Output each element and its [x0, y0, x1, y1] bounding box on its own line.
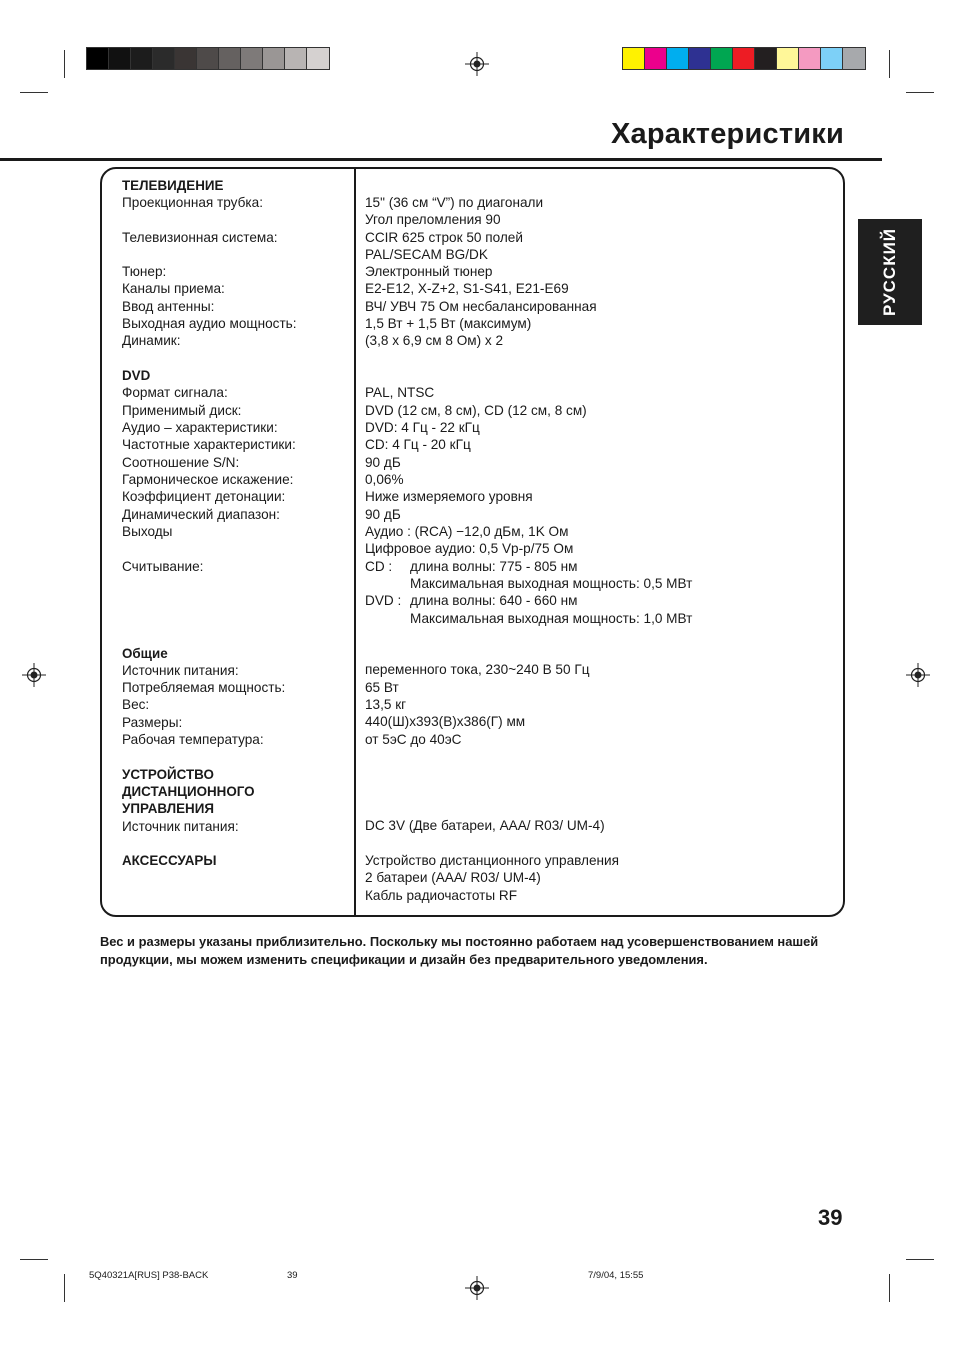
spec-value: ВЧ/ УВЧ 75 Ом несбалансированная: [365, 299, 597, 314]
language-tab: [858, 219, 922, 325]
registration-mark-icon: [906, 663, 930, 687]
spec-value: Аудио : (RCA) −12,0 дБм, 1K Ом: [365, 524, 569, 539]
spec-label: Размеры:: [122, 715, 183, 730]
spec-value: DC 3V (Две батареи, AAA/ R03/ UM-4): [365, 818, 605, 833]
color-swatch: [667, 48, 689, 69]
spec-value: CCIR 625 строк 50 полей: [365, 230, 523, 245]
spec-label: Выходы: [122, 524, 173, 539]
crop-mark: [64, 50, 65, 78]
spec-label: Соотношение S/N:: [122, 455, 240, 470]
crop-mark: [889, 1274, 890, 1302]
spec-value: переменного тока, 230~240 В 50 Гц: [365, 662, 590, 677]
spec-value: PAL, NTSC: [365, 385, 435, 400]
gray-swatch: [87, 48, 109, 69]
gray-swatch: [263, 48, 285, 69]
spec-label: Формат сигнала:: [122, 385, 228, 400]
imprint-file: 5Q40321A[RUS] P38-BACK: [89, 1270, 209, 1281]
spec-label: Телевизионная система:: [122, 230, 278, 245]
spec-value: Максимальная выходная мощность: 1,0 МВт: [410, 611, 693, 626]
spec-value: от 5эС до 40эС: [365, 732, 462, 747]
spec-label: Коэффициент детонации:: [122, 489, 286, 504]
footnote: Вес и размеры указаны приблизительно. Поскольку мы постоянно работаем над усовершенствованием нашей продукции, мы можем изменить спецификации и дизайн без предварительного уведомления.: [100, 934, 819, 967]
section-heading-remote: УПРАВЛЕНИЯ: [122, 801, 214, 816]
language-tab-label: РУССКИЙ: [880, 227, 899, 317]
page-title: Характеристики: [610, 118, 844, 150]
section-heading-tv: ТЕЛЕВИДЕНИЕ: [122, 178, 224, 193]
color-calibration-bar: [622, 47, 866, 70]
accessory-item: Устройство дистанционного управления: [365, 853, 620, 868]
spec-label: Потребляемая мощность:: [122, 680, 286, 695]
spec-label: Применимый диск:: [122, 403, 242, 418]
page-number: 39: [818, 1205, 843, 1230]
spec-value: E2-E12, X-Z+2, S1-S41, E21-E69: [365, 281, 569, 296]
gray-swatch: [219, 48, 241, 69]
spec-value: Электронный тюнер: [365, 264, 493, 279]
gray-swatch: [285, 48, 307, 69]
spec-value: 90 дБ: [365, 455, 401, 470]
color-swatch: [711, 48, 733, 69]
color-swatch: [821, 48, 843, 69]
spec-value: CD: 4 Гц - 20 кГц: [365, 437, 471, 452]
spec-value: 90 дБ: [365, 507, 401, 522]
section-heading-dvd: DVD: [122, 368, 151, 383]
spec-value: 440(Ш)x393(В)x386(Г) мм: [365, 714, 526, 729]
accessory-item: 2 батареи (AAA/ R03/ UM-4): [365, 870, 541, 885]
spec-value: Максимальная выходная мощность: 0,5 МВт: [410, 576, 693, 591]
spec-value: DVD :: [365, 593, 402, 608]
spec-value: Ниже измеряемого уровня: [365, 489, 533, 504]
color-swatch: [777, 48, 799, 69]
spec-label: Каналы приема:: [122, 281, 225, 296]
spec-label: Тюнер:: [122, 264, 167, 279]
spec-value: DVD: 4 Гц - 22 кГц: [365, 420, 480, 435]
crop-mark: [889, 50, 890, 78]
spec-label: Динамический диапазон:: [122, 507, 280, 522]
color-swatch: [755, 48, 777, 69]
spec-label: Гармоническое искажение:: [122, 472, 294, 487]
spec-label: Считывание:: [122, 559, 204, 574]
title-rule: [0, 158, 882, 161]
crop-mark: [64, 1274, 65, 1302]
spec-value: Цифровое аудио: 0,5 Vp-p/75 Ом: [365, 541, 574, 556]
spec-label: Частотные характеристики:: [122, 437, 296, 452]
color-swatch: [843, 48, 865, 69]
gray-swatch: [175, 48, 197, 69]
gray-swatch: [197, 48, 219, 69]
spec-value: длина волны: 775 - 805 нм: [410, 559, 578, 574]
column-divider: [354, 169, 356, 915]
color-swatch: [645, 48, 667, 69]
spec-label: Рабочая температура:: [122, 732, 264, 747]
accessory-item: Кабль радиочастоты RF: [365, 888, 518, 903]
imprint-datetime: 7/9/04, 15:55: [588, 1270, 644, 1281]
color-swatch: [623, 48, 645, 69]
registration-mark-icon: [22, 663, 46, 687]
gray-swatch: [153, 48, 175, 69]
gray-swatch: [131, 48, 153, 69]
crop-mark: [906, 92, 934, 93]
color-swatch: [733, 48, 755, 69]
grayscale-calibration-bar: [86, 47, 330, 70]
crop-mark: [20, 1259, 48, 1260]
spec-label: Источник питания:: [122, 819, 239, 834]
spec-value: PAL/SECAM BG/DK: [365, 247, 488, 262]
crop-mark: [20, 92, 48, 93]
spec-label: Источник питания:: [122, 663, 239, 678]
spec-label: Ввод антенны:: [122, 299, 215, 314]
gray-swatch: [241, 48, 263, 69]
spec-value: 65 Вт: [365, 680, 399, 695]
registration-mark-icon: [465, 1276, 489, 1300]
section-heading-accessories: АКСЕССУАРЫ: [122, 853, 217, 868]
section-heading-remote: ДИСТАНЦИОННОГО: [122, 784, 255, 799]
spec-value: (3,8 x 6,9 см 8 Ом) x 2: [365, 333, 504, 348]
spec-value: 15" (36 см “V”) по диагонали: [365, 195, 544, 210]
spec-value: 13,5 кг: [365, 697, 407, 712]
spec-value: CD :: [365, 559, 393, 574]
registration-mark-icon: [465, 52, 489, 76]
section-heading-remote: УСТРОЙСТВО: [122, 767, 214, 782]
spec-label: Вес:: [122, 697, 150, 712]
specifications-box: [100, 167, 845, 917]
gray-swatch: [307, 48, 329, 69]
color-swatch: [799, 48, 821, 69]
crop-mark: [906, 1259, 934, 1260]
spec-value: длина волны: 640 - 660 нм: [410, 593, 578, 608]
spec-value: Угол преломления 90: [365, 212, 501, 227]
spec-label: Аудио – характеристики:: [122, 420, 278, 435]
spec-value: DVD (12 см, 8 см), CD (12 см, 8 см): [365, 403, 587, 418]
spec-label: Выходная аудио мощность:: [122, 316, 297, 331]
spec-value: 0,06%: [365, 472, 404, 487]
spec-label: Проекционная трубка:: [122, 195, 264, 210]
section-heading-general: Общие: [122, 646, 168, 661]
spec-label: Динамик:: [122, 333, 181, 348]
color-swatch: [689, 48, 711, 69]
spec-value: 1,5 Вт + 1,5 Вт (максимум): [365, 316, 532, 331]
gray-swatch: [109, 48, 131, 69]
imprint-page: 39: [287, 1270, 298, 1281]
